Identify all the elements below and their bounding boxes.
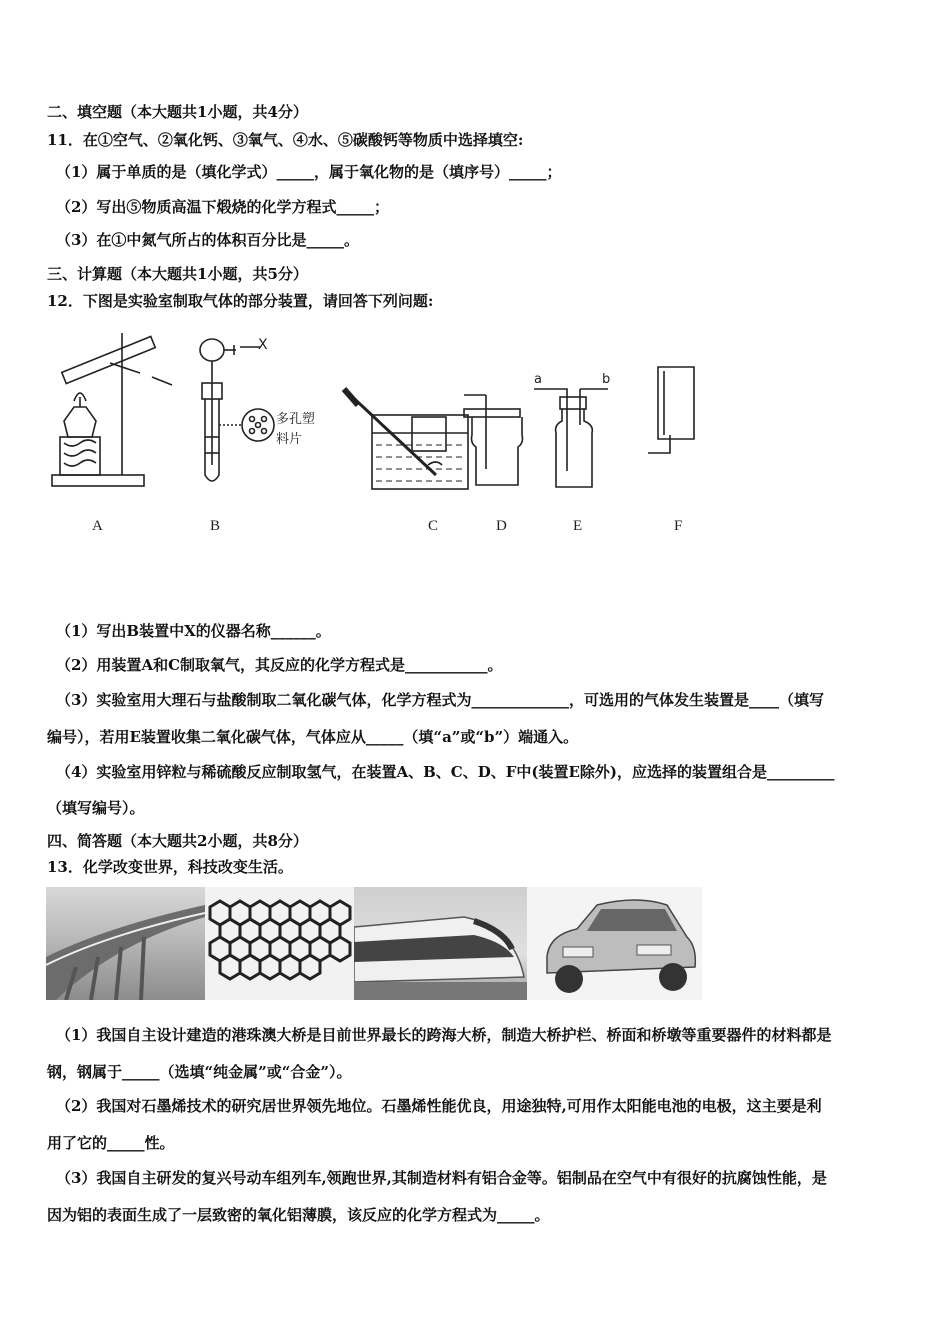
q13-part2a: （2）我国对石墨烯技术的研究居世界领先地位。石墨烯性能优良，用途独特,可用作太阳能电池的电极，这主要是利 [56, 1097, 822, 1115]
bridge-photo [46, 887, 205, 1000]
graphene-photo [205, 887, 354, 1000]
label-b: B [210, 518, 221, 534]
q12-part3a: （3）实验室用大理石与盐酸制取二氧化碳气体，化学方程式为_____________，可选用的气体发生装置是____（填写 [56, 691, 824, 709]
section-header-short-answer: 四、简答题（本大题共2小题，共8分） [47, 832, 308, 850]
q13-part2b: 用了它的_____性。 [47, 1134, 175, 1152]
label-c: C [428, 518, 439, 534]
apparatus-b [200, 339, 274, 481]
train-photo [354, 887, 527, 1000]
tube-b-label: b [602, 372, 611, 387]
section-header-fill-blank: 二、填空题（本大题共1小题，共4分） [47, 103, 308, 121]
q12-part4b: （填写编号）。 [47, 799, 145, 817]
q11-part3: （3）在①中氮气所占的体积百分比是_____。 [56, 231, 359, 249]
q12-part1: （1）写出B装置中X的仪器名称______。 [56, 622, 331, 640]
q13-part3b: 因为铝的表面生成了一层致密的氧化铝薄膜，该反应的化学方程式为_____。 [47, 1206, 550, 1224]
apparatus-f [648, 367, 694, 453]
q12-part4a: （4）实验室用锌粒与稀硫酸反应制取氢气，在装置A、B、C、D、F中(装置E除外)，应选择的装置组合是_________ [56, 763, 835, 781]
q13-part3a: （3）我国自主研发的复兴号动车组列车,领跑世界,其制造材料有铝合金等。铝制品在空气中有很好的抗腐蚀性能，是 [56, 1169, 827, 1187]
q13-part1a: （1）我国自主设计建造的港珠澳大桥是目前世界最长的跨海大桥，制造大桥护栏、桥面和桥墩等重要器件的材料都是 [56, 1026, 832, 1044]
q12-part3b: 编号），若用E装置收集二氧化碳气体，气体应从_____（填“a”或“b”）端通入。 [47, 728, 579, 746]
q11-stem: 11．在①空气、②氧化钙、③氧气、④水、⑤碳酸钙等物质中选择填空: [47, 131, 524, 149]
porous-label-1: 多孔塑 [276, 412, 316, 427]
label-f: F [674, 518, 683, 534]
q13-stem: 13．化学改变世界，科技改变生活。 [47, 858, 293, 876]
apparatus-figure [40, 325, 730, 505]
apparatus-d [464, 395, 523, 485]
q11-part1: （1）属于单质的是（填化学式）_____，属于氧化物的是（填序号）_____； [56, 163, 562, 181]
label-a: A [92, 518, 103, 534]
label-e: E [573, 518, 583, 534]
apparatus-a [52, 333, 172, 486]
x-mark-label: X [258, 337, 268, 353]
car-photo [527, 887, 702, 1000]
tube-a-label: a [534, 372, 542, 387]
label-d: D [496, 518, 507, 534]
apparatus-e [534, 389, 608, 487]
section-header-calc: 三、计算题（本大题共1小题，共5分） [47, 265, 308, 283]
q11-part2: （2）写出⑤物质高温下煅烧的化学方程式_____； [56, 198, 389, 216]
q12-part2: （2）用装置A和C制取氧气，其反应的化学方程式是___________。 [56, 656, 503, 674]
q13-part1b: 钢，钢属于_____（选填“纯金属”或“合金”）。 [47, 1063, 352, 1081]
porous-label-2: 料片 [276, 432, 303, 447]
apparatus-c [344, 389, 468, 489]
q12-stem: 12．下图是实验室制取气体的部分装置，请回答下列问题: [47, 292, 434, 310]
